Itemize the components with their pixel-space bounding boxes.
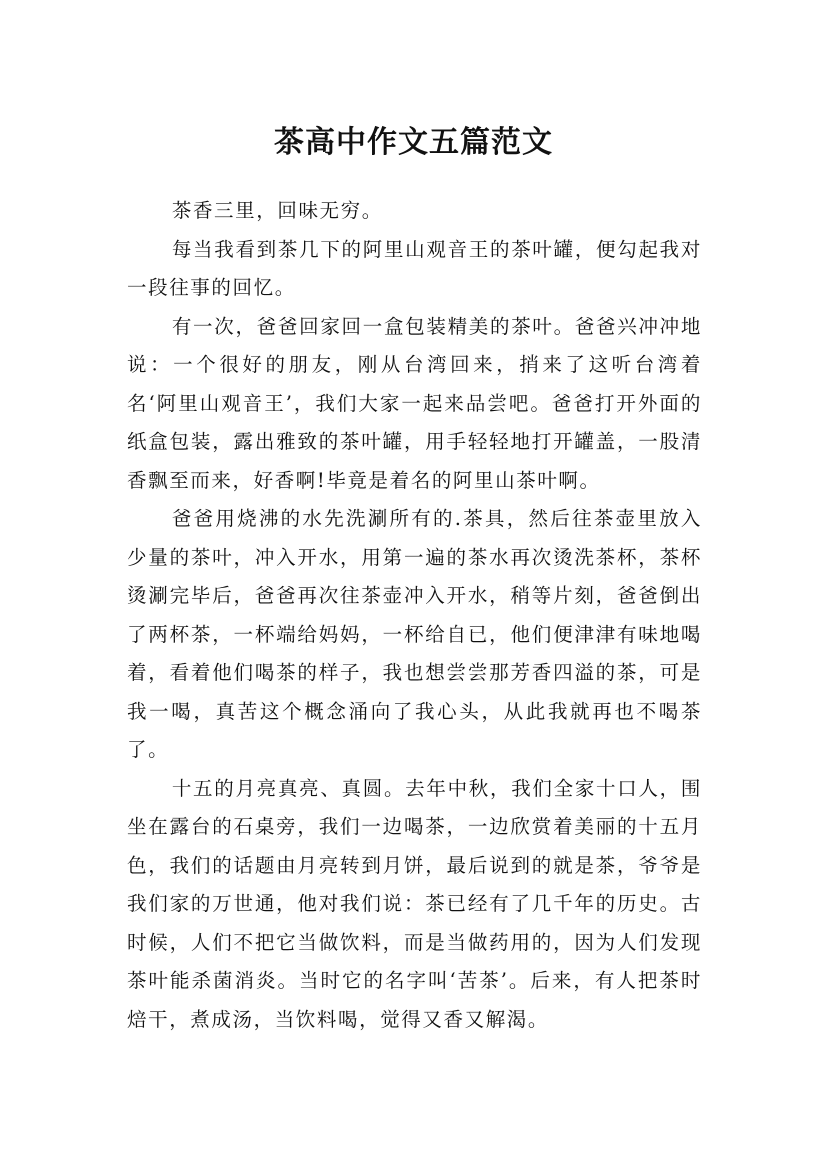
paragraph: 爸爸用烧沸的水先洗涮所有的.茶具，然后往茶壶里放入少量的茶叶，冲入开水，用第一遍的茶水再次烫洗茶杯，茶杯烫涮完毕后，爸爸再次往茶壶冲入开水，稍等片刻，爸爸倒出了两杯茶，一杯端给妈妈，一杯给自已，他们便津津有味地喝着，看着他们喝茶的样子，我也想尝尝那芳香四溢的茶，可是我一喝，真苦这个概念涌向了我心头，从此我就再也不喝茶了。 bbox=[127, 507, 702, 761]
paragraph: 每当我看到茶几下的阿里山观音王的茶叶罐，便勾起我对一段往事的回忆。 bbox=[127, 237, 702, 299]
document-title: 茶高中作文五篇范文 bbox=[274, 125, 553, 161]
paragraph: 十五的月亮真亮、真圆。去年中秋，我们全家十口人，围坐在露台的石桌旁，我们一边喝茶，一边欣赏着美丽的十五月色，我们的话题由月亮转到月饼，最后说到的就是茶，爷爷是我们家的万世通，他对我们说：茶已经有了几千年的历史。古时候，人们不把它当做饮料，而是当做药用的，因为人们发现茶叶能杀菌消炎。当时它的名字叫‘苦茶’。后来，有人把茶时焙干，煮成汤，当饮料喝，觉得又香又解渴。 bbox=[127, 776, 702, 1031]
paragraph: 茶香三里，回味无穷。 bbox=[171, 199, 383, 222]
paragraph: 有一次，爸爸回家回一盒包装精美的茶叶。爸爸兴冲冲地说：一个很好的朋友，刚从台湾回来，捎来了这听台湾着名‘阿里山观音王’，我们大家一起来品尝吧。爸爸打开外面的纸盒包装，露出雅致的茶叶罐，用手轻轻地打开罐盖，一股清香飘至而来，好香啊!毕竟是着名的阿里山茶叶啊。 bbox=[127, 314, 702, 492]
document-body bbox=[127, 192, 702, 1039]
